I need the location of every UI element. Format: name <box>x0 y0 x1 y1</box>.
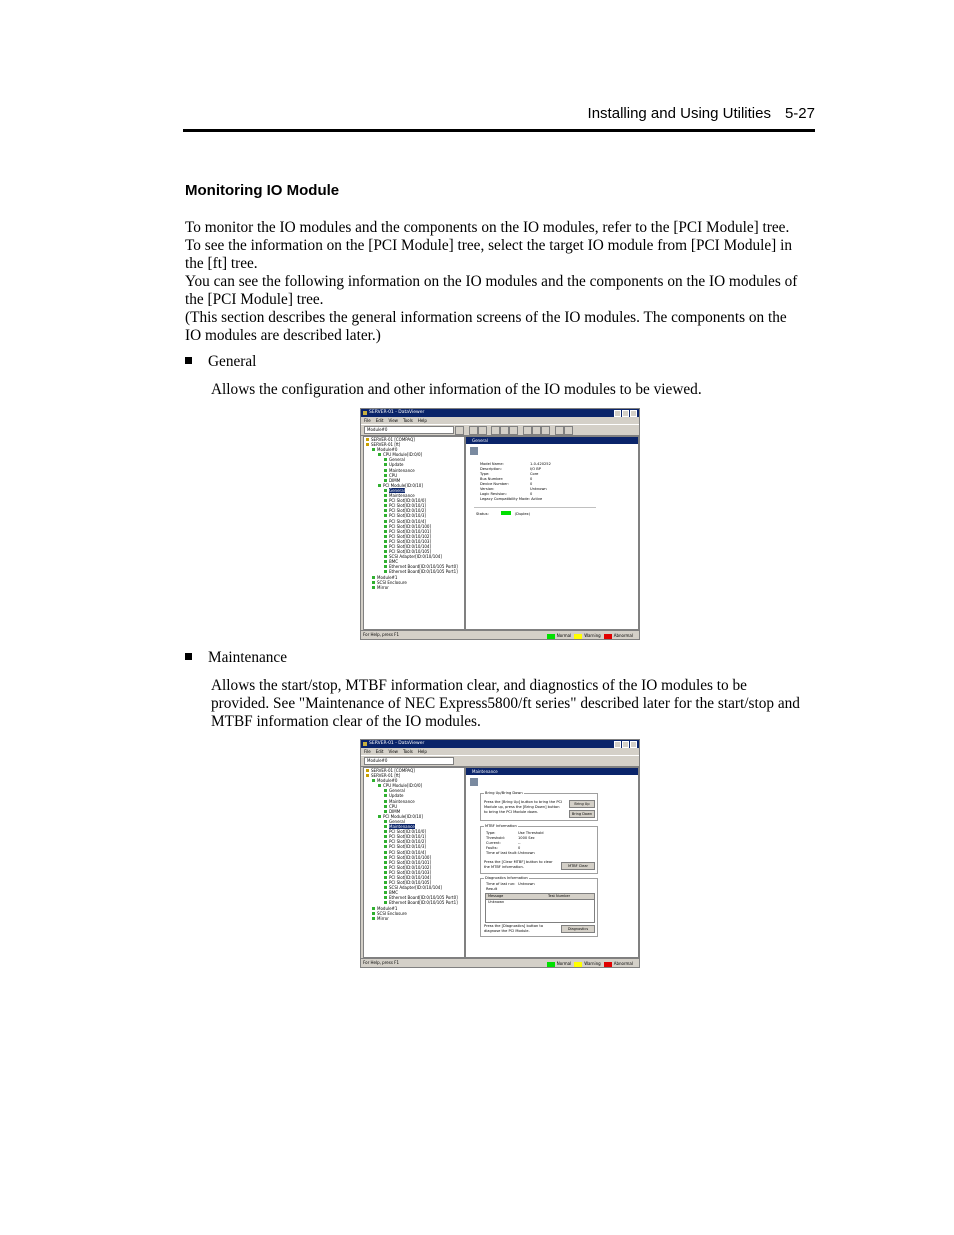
tree-node-icon <box>372 917 375 920</box>
tree-node-icon <box>384 489 387 492</box>
general-fields <box>480 462 551 502</box>
toolbar-button <box>523 426 532 435</box>
diag-result-list[interactable] <box>485 893 595 923</box>
bring-text <box>484 800 562 815</box>
mtbf-clear-button[interactable]: MTBF Clear <box>561 862 595 870</box>
tree-item-label: PCI Slot[ID:0/10/105] <box>389 880 432 886</box>
legend-abnormal: Abnormal <box>604 632 633 640</box>
legend-warning: Warning <box>574 960 600 968</box>
group-title: MTBF Information <box>485 824 517 828</box>
result-label: Result <box>486 887 498 891</box>
tree-node-icon <box>384 458 387 461</box>
tree-item-label: PCI Slot[ID:0/10/1] <box>389 503 426 509</box>
general-description <box>211 381 821 399</box>
tree-item-label: BMC <box>389 890 398 896</box>
tree-node-icon <box>384 540 387 543</box>
tree-node-icon <box>384 861 387 864</box>
intro-line: the [ft] tree. <box>185 255 258 272</box>
maintenance-description <box>211 677 821 731</box>
field-value: 0 <box>530 477 533 481</box>
window-title-bar <box>361 740 639 748</box>
bullet-general <box>185 353 256 371</box>
tree-item-label: Ethernet Board[ID:0/10/105 Port1] <box>389 900 458 906</box>
text-line: the MTBF information. <box>484 865 524 869</box>
mtbf-text <box>484 860 553 870</box>
tree-item-label: PCI Slot[ID:0/10/100] <box>389 854 432 860</box>
tree-node-icon <box>366 443 369 446</box>
bullet-label: Maintenance <box>208 649 287 666</box>
tree-node-icon <box>366 769 369 772</box>
field-value: Unknown <box>518 851 535 855</box>
tree-node-icon <box>384 800 387 803</box>
tree-node-icon <box>384 560 387 563</box>
tree-item-label: PCI Slot[ID:0/10/2] <box>389 508 426 514</box>
status-legend <box>547 960 633 968</box>
menu-edit: Edit <box>375 418 384 423</box>
running-header <box>183 105 815 122</box>
tree-node-icon <box>384 525 387 528</box>
mtbf-fields <box>486 831 544 856</box>
tree-item-label: PCI Slot[ID:0/10/102] <box>389 864 432 870</box>
tree-item-label: CPU Module[ID:0/0] <box>383 783 423 789</box>
tree-node-icon <box>384 856 387 859</box>
diagnostics-group <box>480 878 598 937</box>
bullet-square-icon <box>185 357 192 364</box>
tree-node-icon <box>384 886 387 889</box>
tree-node-icon <box>378 784 381 787</box>
tree-item-label: CPU <box>389 472 398 478</box>
tree-node-icon <box>384 805 387 808</box>
tree-node-icon <box>384 901 387 904</box>
field-label: Logic Revision: <box>480 492 507 496</box>
tree-node-icon <box>372 779 375 782</box>
intro-line: the [PCI Module] tree. <box>185 291 324 308</box>
field-value: 1-0-420252 <box>530 462 551 466</box>
status-bar <box>361 630 639 639</box>
tree-item-label: PCI Slot[ID:0/10/0] <box>389 829 426 835</box>
toolbar-button <box>500 426 509 435</box>
tree-node-icon <box>384 499 387 502</box>
tree-item-label: Module#1 <box>377 574 398 580</box>
tree-item-label: PCI Slot[ID:0/10/104] <box>389 874 432 880</box>
tree-view <box>363 436 465 630</box>
tree-node-icon <box>378 484 381 487</box>
toolbar-button <box>491 426 500 435</box>
maintenance-icon <box>470 778 478 786</box>
menu-tools: Tools <box>402 418 413 423</box>
tree-item-label: Module#1 <box>377 905 398 911</box>
toolbar-button <box>541 426 550 435</box>
general-pane <box>465 436 639 630</box>
tree-node-icon <box>372 581 375 584</box>
tree-node-icon <box>372 448 375 451</box>
window-title: SERVER-01 - DataViewer <box>369 410 425 415</box>
tree-item-label: General <box>389 457 405 463</box>
tree-item-label: PCI Slot[ID:0/10/4] <box>389 518 426 524</box>
status-legend <box>547 632 633 640</box>
menu-help: Help <box>417 418 427 423</box>
text-line: Press the [Clear MTBF] button to clear <box>484 860 553 864</box>
tree-rows-maintenance <box>364 768 464 921</box>
tree-item-label: Maintenance <box>389 493 415 499</box>
header-section: Installing and Using Utilities <box>587 105 771 122</box>
tree-item-label: PCI Slot[ID:0/10/100] <box>389 523 432 529</box>
tree-node-icon <box>384 479 387 482</box>
field-label: Threshold: <box>486 836 505 840</box>
text-line: diagnose the PCI Module. <box>484 929 530 933</box>
legend-normal: Normal <box>547 632 571 640</box>
tree-item-label: Ethernet Board[ID:0/10/105 Port0] <box>389 564 458 570</box>
tree-node-icon <box>384 876 387 879</box>
tree-item-label: SERVER-01 [ft] <box>371 442 401 448</box>
tree-node-icon <box>378 453 381 456</box>
tree-node-icon <box>384 469 387 472</box>
tree-node-icon <box>384 570 387 573</box>
bring-group <box>480 793 598 821</box>
tree-item-label: PCI Slot[ID:0/10/1] <box>389 834 426 840</box>
module-combo: Module#0 <box>364 757 454 765</box>
tree-item-label: Ethernet Board[ID:0/10/105 Port1] <box>389 569 458 575</box>
tree-node-icon <box>372 576 375 579</box>
group-title: Bring Up/Bring Down <box>485 791 523 795</box>
field-value: 1000 Sec <box>518 836 535 840</box>
intro-line: You can see the following information on the IO modules and the components on the IO modules of <box>185 273 798 290</box>
toolbar-button <box>564 426 573 435</box>
tree-item-label: Module#0 <box>377 447 398 453</box>
tree-node-icon <box>366 438 369 441</box>
window-controls <box>614 410 637 417</box>
field-value: 0 <box>518 846 521 850</box>
tree-item-label: PCI Slot[ID:0/10/4] <box>389 849 426 855</box>
tree-item-label: DIMM <box>389 808 401 814</box>
toolbar-button <box>455 426 464 435</box>
tree-item-label: Maintenance <box>389 798 415 804</box>
tree-item-label: SERVER-01 [ft] <box>371 773 401 779</box>
window-controls <box>614 741 637 748</box>
maximize-icon <box>622 741 629 748</box>
tree-node-icon <box>384 509 387 512</box>
screenshot-general <box>360 408 640 640</box>
bullet-maintenance <box>185 649 287 667</box>
tree-item-label: Maintenance <box>389 467 415 473</box>
tree-node-icon <box>384 474 387 477</box>
field-value: Use Threshold <box>518 831 544 835</box>
field-label: Model Name: <box>480 462 504 466</box>
tree-item-label: SCSI Adapter[ID:0/10/104] <box>389 554 442 560</box>
toolbar-button <box>555 426 564 435</box>
menu-file: File <box>364 418 371 423</box>
status-indicator <box>501 511 511 515</box>
list-item: Unknown <box>488 900 505 904</box>
tree-item-label: PCI Slot[ID:0/10/103] <box>389 869 432 875</box>
toolbar-button <box>469 426 478 435</box>
tree-item-label: PCI Slot[ID:0/10/2] <box>389 839 426 845</box>
tree-node-icon <box>384 463 387 466</box>
tree-item-label: Ethernet Board[ID:0/10/105 Port0] <box>389 895 458 901</box>
minimize-icon <box>614 741 621 748</box>
field-label: Type: <box>480 472 490 476</box>
tree-item-label: PCI Slot[ID:0/10/101] <box>389 859 432 865</box>
field-label: Legacy Compatibility Mode: <box>480 497 530 501</box>
tree-item-label: SCSI Enclosure <box>377 579 407 585</box>
tree-item-label: SCSI Enclosure <box>377 910 407 916</box>
tree-node-icon <box>372 586 375 589</box>
app-icon <box>363 742 367 746</box>
text-line: to bring the PCI Module down. <box>484 810 539 814</box>
mtbf-group <box>480 826 598 874</box>
tree-node-icon <box>384 840 387 843</box>
tree-node-icon <box>372 907 375 910</box>
menu-bar <box>361 417 639 424</box>
desc-line: Allows the configuration and other information of the IO modules to be viewed. <box>211 381 702 398</box>
tree-node-icon <box>384 810 387 813</box>
field-label: Faults: <box>486 846 498 850</box>
tree-item[interactable] <box>364 585 464 590</box>
tree-node-icon <box>366 774 369 777</box>
intro-line: To monitor the IO modules and the components on the IO modules, refer to the [PCI Module] tree. <box>185 219 790 236</box>
toolbar-button <box>532 426 541 435</box>
intro-line: IO modules are described later.) <box>185 327 381 344</box>
text-line: Module up, press the [Bring Down] button <box>484 805 560 809</box>
tree-item-label: General <box>389 487 405 493</box>
field-value: Unknown <box>518 882 535 886</box>
col-message: Message <box>488 894 504 898</box>
legend-warning: Warning <box>574 632 600 640</box>
field-label: Time of last fault: <box>486 851 518 855</box>
tree-node-icon <box>384 514 387 517</box>
maintenance-pane <box>465 767 639 958</box>
pane-title: Maintenance <box>466 768 638 775</box>
tree-node-icon <box>384 520 387 523</box>
tree-node-icon <box>384 494 387 497</box>
tree-node-icon <box>384 866 387 869</box>
status-bar <box>361 958 639 967</box>
intro-line: (This section describes the general information screens of the IO modules. The components on the <box>185 309 787 326</box>
tree-node-icon <box>372 912 375 915</box>
tree-node-icon <box>384 565 387 568</box>
field-value: I/O BP <box>530 467 541 471</box>
status-text: For Help, press F1 <box>363 960 400 965</box>
field-value: 0 <box>530 492 533 496</box>
diag-fields <box>486 882 535 892</box>
diagnostics-button[interactable]: Diagnostics <box>561 925 595 933</box>
tree-item-label: PCI Slot[ID:0/10/102] <box>389 533 432 539</box>
divider <box>474 507 596 508</box>
tree-item-label: SERVER-01 [COMPAQ] <box>371 768 415 773</box>
menu-edit: Edit <box>375 749 384 754</box>
bullet-square-icon <box>185 653 192 660</box>
field-value: -- <box>518 841 521 845</box>
tree-node-icon <box>384 545 387 548</box>
tree-item[interactable] <box>364 916 464 921</box>
maximize-icon <box>622 410 629 417</box>
tree-item-label: SCSI Adapter[ID:0/10/104] <box>389 885 442 891</box>
legend-normal: Normal <box>547 960 571 968</box>
tree-item-label: General <box>389 818 405 824</box>
tree-item-label: PCI Slot[ID:0/10/105] <box>389 549 432 555</box>
tree-item-label: Mirror <box>377 584 389 590</box>
tree-item-label: BMC <box>389 559 398 565</box>
col-test-number: Test Number <box>548 894 571 898</box>
window-title: SERVER-01 - DataViewer <box>369 741 425 746</box>
toolbar-button <box>478 426 487 435</box>
tree-item-label: CPU <box>389 803 398 809</box>
tree-node-icon <box>384 896 387 899</box>
tree-item-label: Update <box>389 462 404 468</box>
desc-line: provided. See "Maintenance of NEC Express5800/ft series" described later for the start/stop and <box>211 695 800 712</box>
minimize-icon <box>614 410 621 417</box>
menu-file: File <box>364 749 371 754</box>
tree-node-icon <box>384 530 387 533</box>
app-icon <box>363 411 367 415</box>
field-label: Version: <box>480 487 495 491</box>
field-value: Unknown <box>530 487 547 491</box>
close-icon <box>630 741 637 748</box>
tree-item-label: Mirror <box>377 915 389 921</box>
section-title: Monitoring IO Module <box>185 182 340 199</box>
field-label: Bus Number: <box>480 477 504 481</box>
status-row <box>476 511 530 517</box>
tree-node-icon <box>384 535 387 538</box>
field-value: 0 <box>530 482 533 486</box>
tree-node-icon <box>384 871 387 874</box>
tree-view <box>363 767 465 958</box>
tree-node-icon <box>384 891 387 894</box>
bullet-label: General <box>208 353 257 370</box>
tree-item-label: CPU Module[ID:0/0] <box>383 452 423 458</box>
close-icon <box>630 410 637 417</box>
field-label: Type: <box>486 831 496 835</box>
diag-text <box>484 924 543 934</box>
desc-line: MTBF information clear of the IO modules. <box>211 713 481 730</box>
toolbar <box>361 424 639 436</box>
tree-rows-general <box>364 437 464 590</box>
pane-title: General <box>466 437 638 444</box>
text-line: Press the [Bring Up] button to bring the PCI <box>484 800 563 804</box>
header-rule <box>183 129 815 132</box>
tree-node-icon <box>378 815 381 818</box>
status-label: Status: <box>476 512 489 516</box>
tree-item-label: PCI Slot[ID:0/10/103] <box>389 538 432 544</box>
tree-node-icon <box>384 504 387 507</box>
field-label: Current: <box>486 841 501 845</box>
field-label: Device Number: <box>480 482 510 486</box>
menu-bar <box>361 748 639 755</box>
bring-up-button[interactable]: Bring Up <box>569 800 595 808</box>
menu-help: Help <box>417 749 427 754</box>
bring-down-button[interactable]: Bring Down <box>569 810 595 818</box>
tree-item-label: PCI Slot[ID:0/10/3] <box>389 513 426 519</box>
tree-item-label: DIMM <box>389 477 401 483</box>
toolbar <box>361 755 639 767</box>
tree-node-icon <box>384 825 387 828</box>
window-title-bar <box>361 409 639 417</box>
field-label: Description: <box>480 467 502 471</box>
tree-node-icon <box>384 820 387 823</box>
field-label: Time of last run: <box>486 882 516 886</box>
tree-node-icon <box>384 789 387 792</box>
tree-item-label: PCI Slot[ID:0/10/0] <box>389 498 426 504</box>
menu-view: View <box>388 749 398 754</box>
tree-node-icon <box>384 555 387 558</box>
module-combo: Module#0 <box>364 426 454 434</box>
tree-node-icon <box>384 550 387 553</box>
menu-view: View <box>388 418 398 423</box>
tree-item-label: SERVER-01 [COMPAQ] <box>371 437 415 442</box>
toolbar-button <box>509 426 518 435</box>
screenshot-maintenance <box>360 739 640 968</box>
tree-item-label: PCI Slot[ID:0/10/101] <box>389 528 432 534</box>
tree-node-icon <box>384 845 387 848</box>
field-value: Core <box>530 472 539 476</box>
legend-abnormal: Abnormal <box>604 960 633 968</box>
tree-node-icon <box>384 851 387 854</box>
tree-item-label: PCI Slot[ID:0/10/104] <box>389 543 432 549</box>
tree-node-icon <box>384 835 387 838</box>
status-value: (Duplex) <box>514 512 531 516</box>
tree-item-label: PCI Module[ID:0/10] <box>383 813 423 819</box>
tree-item-label: Update <box>389 793 404 799</box>
tree-item-label: Module#0 <box>377 778 398 784</box>
tree-item-label: General <box>389 788 405 794</box>
tree-node-icon <box>384 830 387 833</box>
module-icon <box>470 447 478 455</box>
menu-tools: Tools <box>402 749 413 754</box>
desc-line: Allows the start/stop, MTBF information clear, and diagnostics of the IO modules to be <box>211 677 747 694</box>
tree-node-icon <box>384 794 387 797</box>
header-page-number: 5-27 <box>784 105 815 122</box>
tree-item-label: PCI Module[ID:0/10] <box>383 482 423 488</box>
tree-item-label: Maintenance <box>389 824 415 830</box>
tree-item-label: PCI Slot[ID:0/10/3] <box>389 844 426 850</box>
intro-line: To see the information on the [PCI Module] tree, select the target IO module from [PCI Module] in <box>185 237 792 254</box>
tree-node-icon <box>384 881 387 884</box>
status-text: For Help, press F1 <box>363 632 400 637</box>
field-value: Active <box>531 497 543 501</box>
intro-paragraph <box>185 219 815 345</box>
text-line: Press the [Diagnostics] button to <box>484 924 544 928</box>
group-title: Diagnostics Information <box>485 876 528 880</box>
